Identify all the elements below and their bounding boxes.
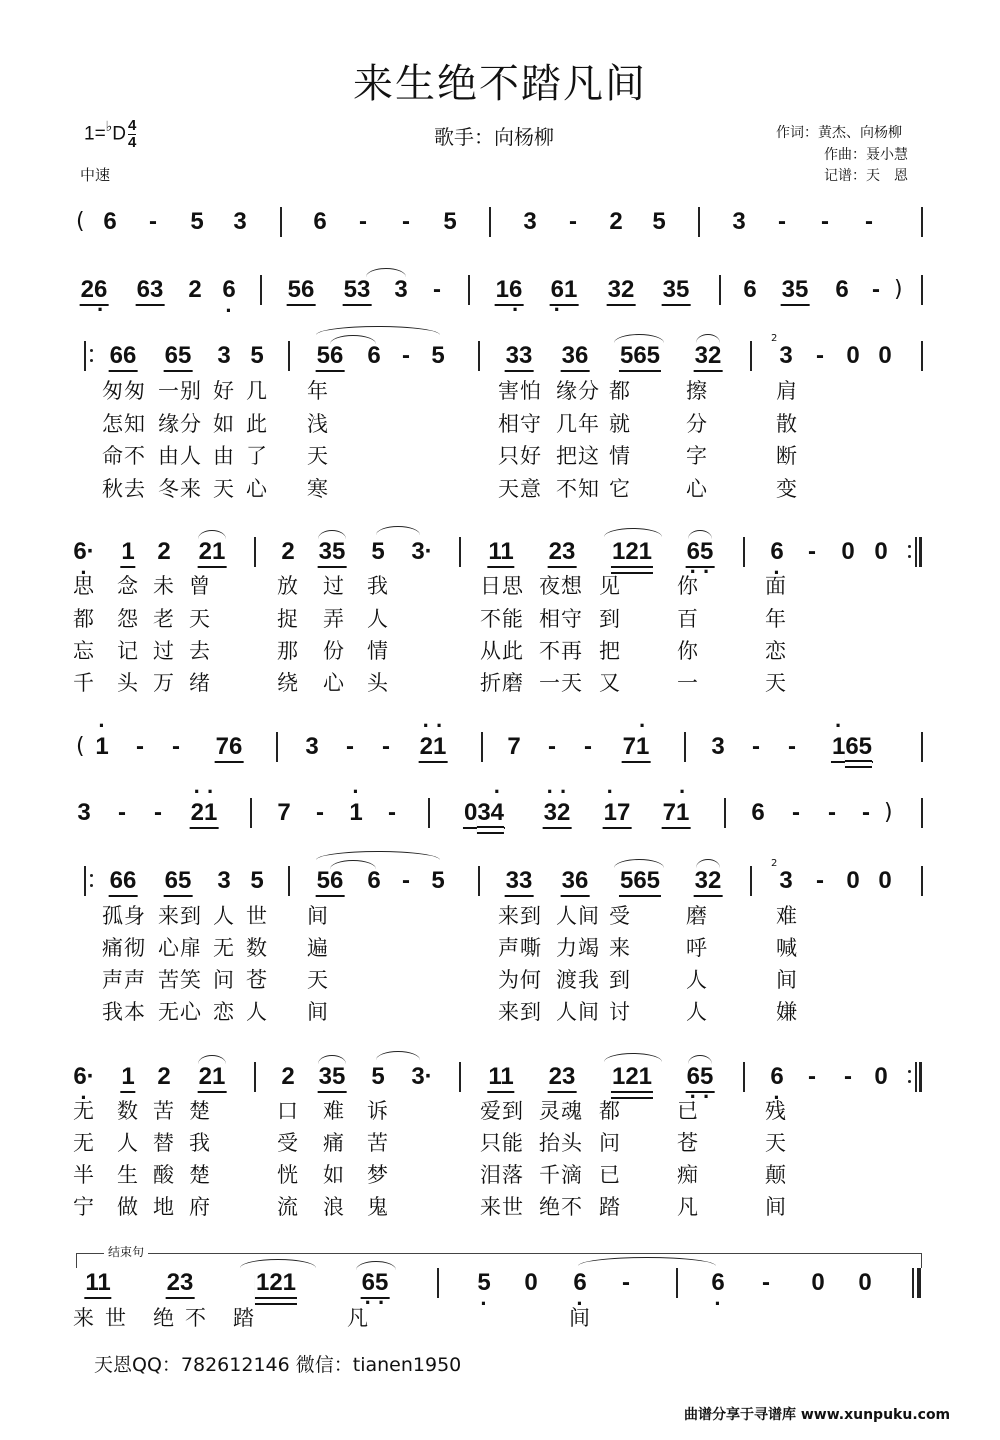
staff-row-8: 6· · 1 2 21 2 35 5 3· 11 23 121 6 ·5 · 6 · - - 0 (0, 1063, 1000, 1103)
final-barline (912, 1268, 924, 1298)
lyric-line: 无 数 苦 楚 口 难 诉 爱到 灵魂 都 已 残 (73, 1099, 787, 1123)
lyric-line-ending: 来 世 绝 不 踏 凡 间 (73, 1306, 591, 1330)
lyric-line: 千 头 万 绪 绕 心 头 折磨 一天 又 一 天 (73, 671, 787, 695)
lyric-line: 痛彻 心扉 无 数 遍 声嘶 力竭 来 呼 喊 (102, 936, 798, 960)
repeat-end (908, 537, 924, 567)
lyric-line: 孤身 来到 人 世 间 来到 人间 受 磨 难 (102, 904, 798, 928)
tempo-mark: 中速 (80, 166, 111, 184)
staff-row-ending: 11 23 121 6 ·5 · 5 · 0 6 · - 6 · - 0 0 (0, 1269, 1000, 1309)
lyric-line: 命不 由人 由 了 天 只好 把这 情 字 断 (102, 444, 798, 468)
singer: 歌手：向杨柳 (434, 125, 554, 149)
lyric-line: 都 怨 老 天 捉 弄 人 不能 相守 到 百 年 (73, 607, 787, 631)
lyric-line: 宁 做 地 府 流 浪 鬼 来世 绝不 踏 凡 间 (73, 1195, 787, 1219)
staff-row-1: ( 6 - 5 3 6 - - 5 3 - 2 5 3 - - - (0, 208, 1000, 248)
lyric-line: 思 念 未 曾 放 过 我 日思 夜想 见 你 面 (73, 574, 787, 598)
key-signature: 1=♭D $\frac{4}{4}$ (84, 117, 137, 151)
repeat-start (84, 866, 96, 896)
time-signature: $\frac{4}{4}$ (128, 117, 137, 151)
ending-bracket (76, 1253, 922, 1268)
song-title: 来生绝不踏凡间 (353, 61, 647, 107)
lyric-line: 匆匆 一别 好 几 年 害怕 缘分 都 擦 肩 (102, 379, 798, 403)
contact-info: 天恩QQ：782612146 微信：tianen1950 (94, 1354, 462, 1376)
lyric-line: 我本 无心 恋 人 间 来到 人间 讨 人 嫌 (102, 1000, 798, 1024)
staff-row-6: 3 - - · 2· 1 7 - · 1 - 03· 4 · 3· 2 · 17 7· 1 6 - - - ) (0, 799, 1000, 839)
lyric-line: 忘 记 过 去 那 份 情 从此 不再 把 你 恋 (73, 639, 787, 663)
repeat-end (908, 1062, 924, 1092)
credit-composer: 作曲：聂小慧 (824, 147, 908, 163)
lyric-line: 声声 苦笑 问 苍 天 为何 渡我 到 人 间 (102, 968, 798, 992)
credit-lyricist: 作词：黄杰、向杨柳 (776, 125, 902, 141)
staff-row-7: 66 65 3 5 56 6 - 5 33 36 565 32 2 3 - 0 0 (0, 867, 1000, 907)
lyric-line: 半 生 酸 楚 恍 如 梦 泪落 千滴 已 痴 颠 (73, 1163, 787, 1187)
repeat-start (84, 341, 96, 371)
lyric-line: 怎知 缘分 如 此 浅 相守 几年 就 分 散 (102, 412, 798, 436)
ending-label: 结束句 (104, 1243, 148, 1260)
staff-row-4: 6· · 1 2 21 2 35 5 3· 11 23 121 6 ·5 · 6 · - 0 0 (0, 538, 1000, 578)
staff-row-3: 66 65 3 5 56 6 - 5 33 36 565 32 2 3 - 0 0 (0, 342, 1000, 382)
staff-row-2: 26 · 63 2 6 · 56 53 3 - 16 · 6 ·1 32 35 6 35 6 - ) (0, 276, 1000, 316)
credit-transcriber: 记谱：天 恩 (824, 168, 908, 184)
lyric-line: 无 人 替 我 受 痛 苦 只能 抬头 问 苍 天 (73, 1131, 787, 1155)
site-watermark: 曲谱分享于寻谱库 www.xunpuku.com (684, 1407, 951, 1423)
lyric-line: 秋去 冬来 天 心 寒 天意 不知 它 心 变 (102, 477, 798, 501)
staff-row-5: ( · 1 - - 76 3 - - · 2· 1 7 - - 7· 1 3 - - · 165 (0, 733, 1000, 773)
